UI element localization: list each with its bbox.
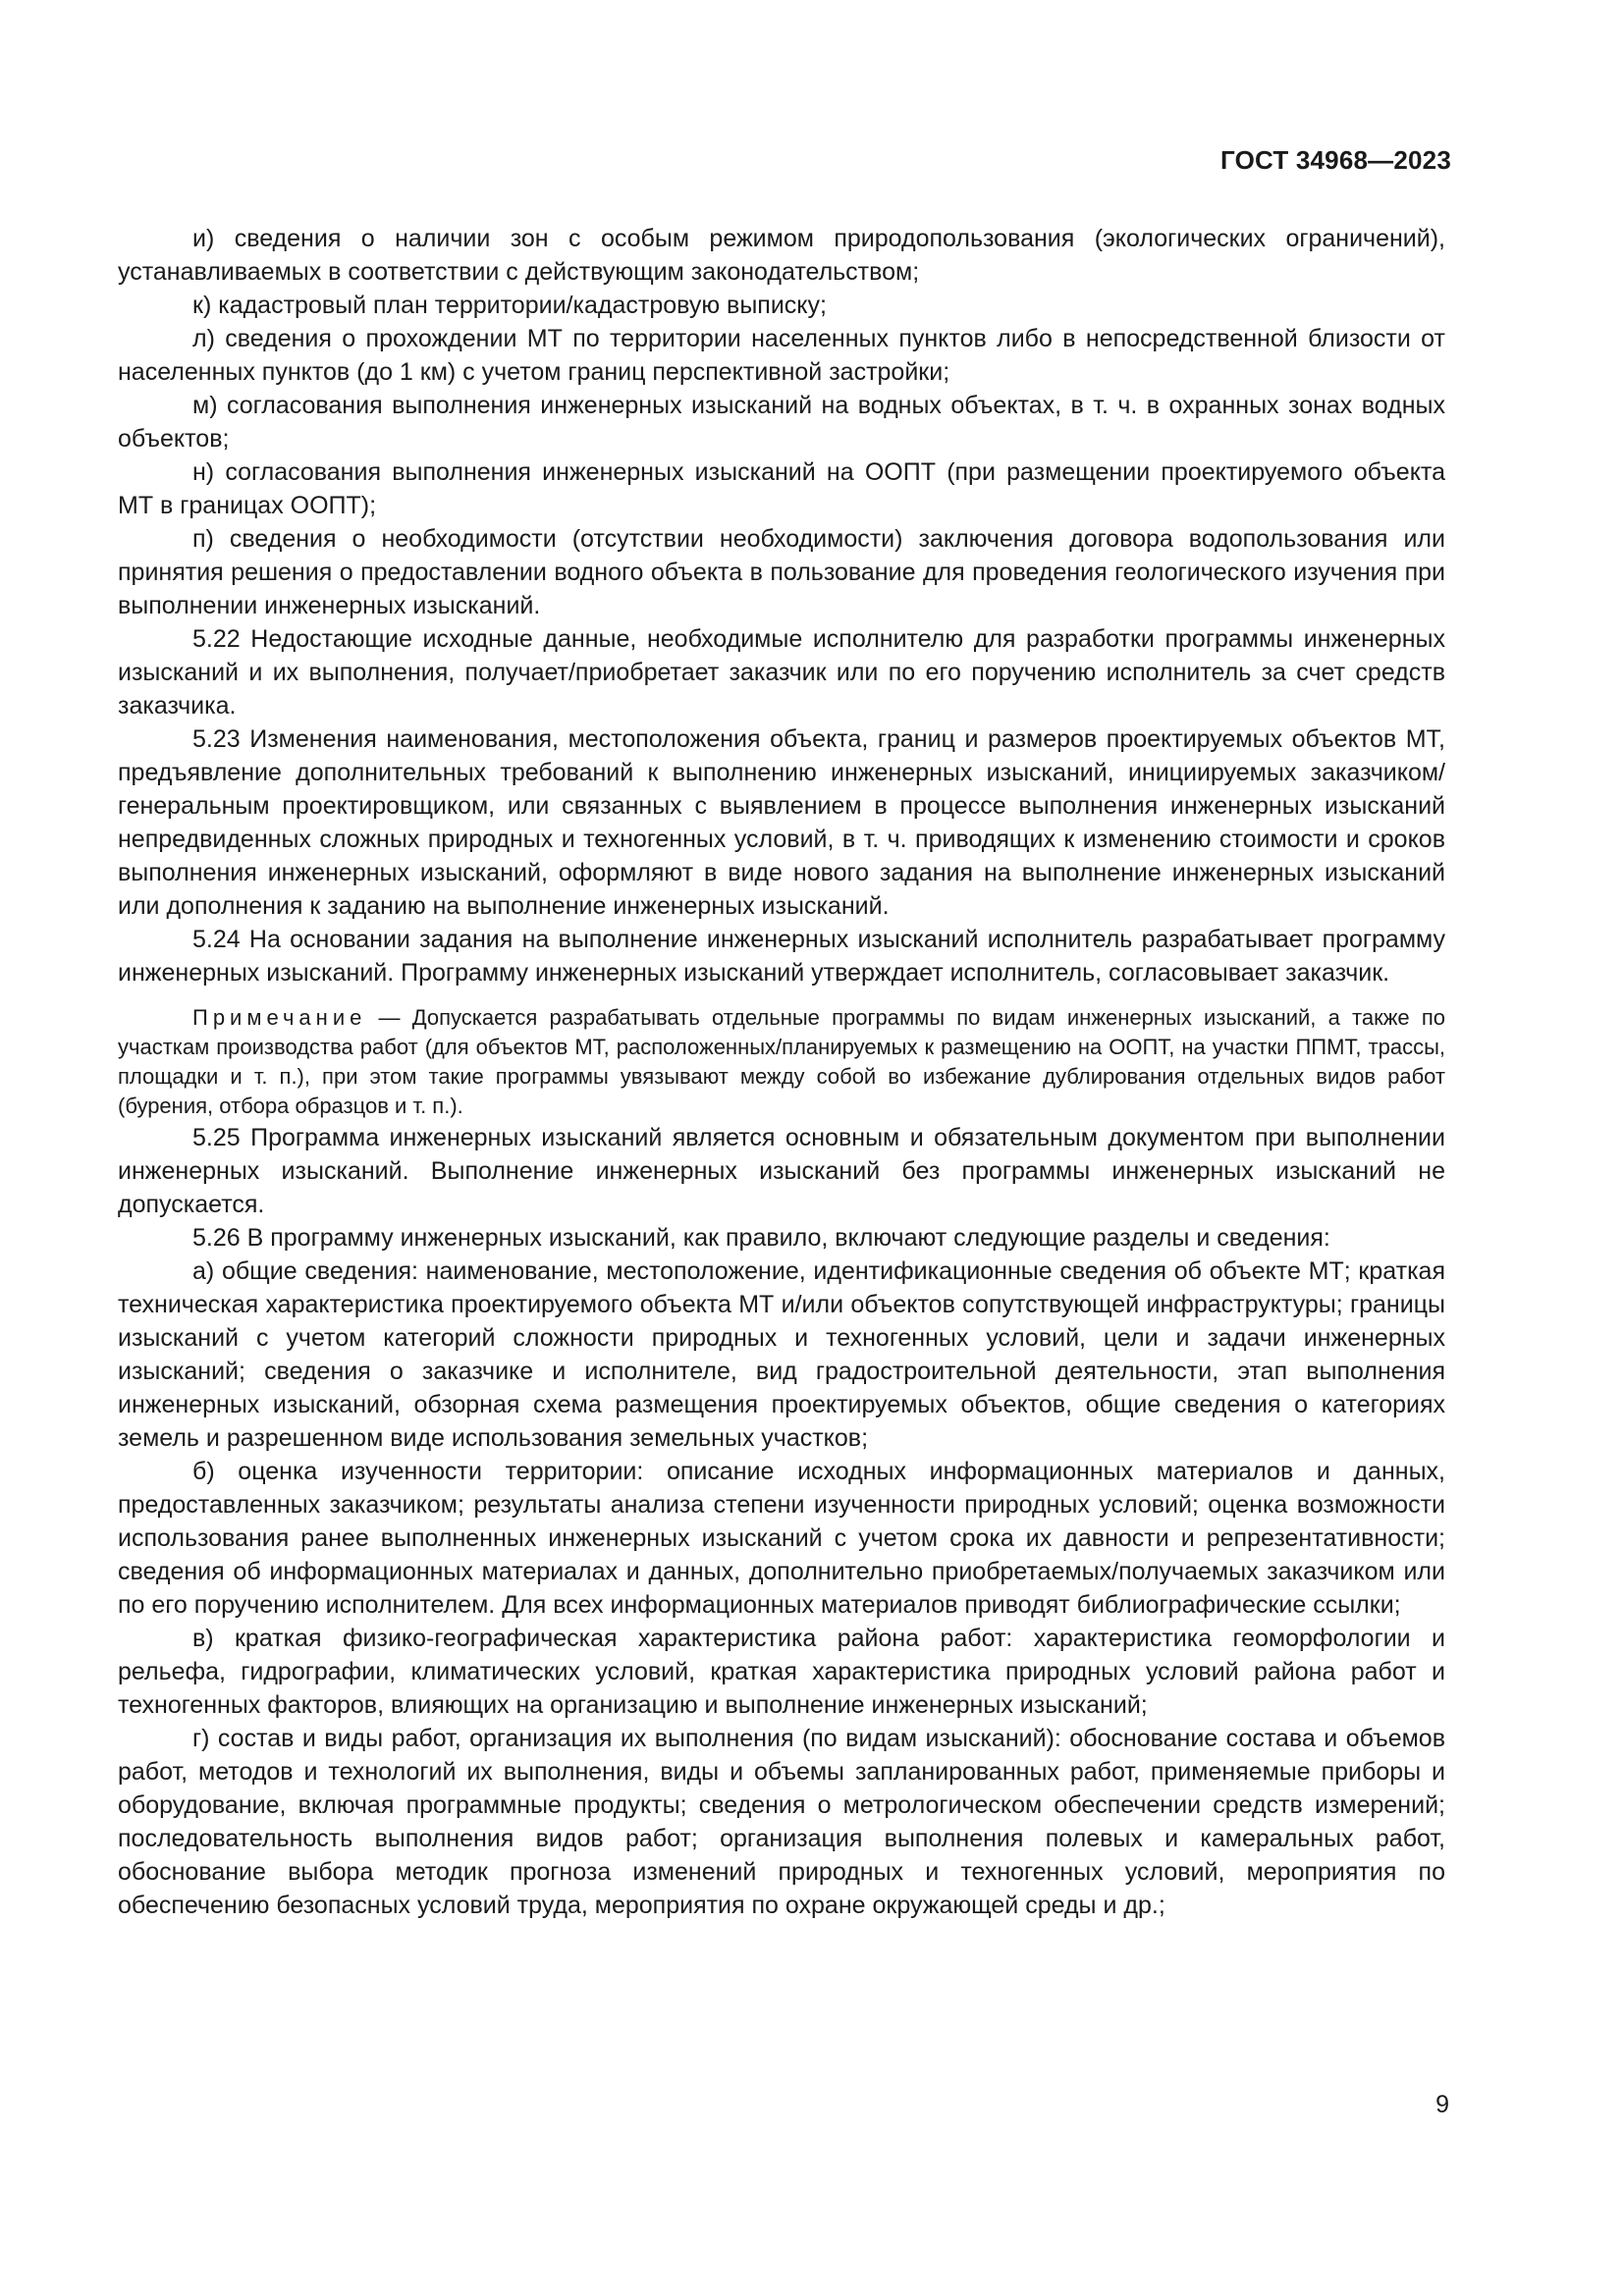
clause-5-22: 5.22 Недостающие исходные данные, необходимые исполнителю для разработки программы инженерных изысканий и их выполнения, получает/приобретает заказчик или по его поручению исполнитель за счет средств заказчика. [118,625,1445,720]
list-item-p: п) сведения о необходимости (отсутствии необходимости) заключения договора водопользования или принятия решения о предоставлении водного объекта в пользование для проведения геологического изучения при выполнении инженерных изысканий. [118,525,1445,619]
list-item-v: в) краткая физико-географическая характеристика района работ: характеристика геоморфологии и рельефа, гидрографии, климатических условий, краткая характеристика природных условий района работ и техногенных факторов, влияющих на организацию и выполнение инженерных изысканий; [118,1625,1445,1719]
note-label: Примечание [192,1005,367,1030]
list-item-k: к) кадастровый план территории/кадастровую выписку; [192,292,827,319]
document-body [118,222,1445,1922]
note [118,1003,1445,1121]
list-item-b: б) оценка изученности территории: описание исходных информационных материалов и данных, предоставленных заказчиком; результаты анализа степени изученности природных условий; оценка возможности использования ранее выполненных инженерных изысканий с учетом срока их давности и репрезентативности; сведения об информационных материалах и данных, дополнительно приобретаемых/получаемых заказчиком или по его поручению исполнителем. Для всех информационных материалов приводят библиографические ссылки; [118,1458,1445,1619]
document-number: ГОСТ 34968—2023 [1220,145,1451,175]
clause-5-26: 5.26 В программу инженерных изысканий, как правило, включают следующие разделы и сведения: [192,1224,1330,1252]
clause-5-24: 5.24 На основании задания на выполнение инженерных изысканий исполнитель разрабатывает программу инженерных изысканий. Программу инженерных изысканий утверждает исполнитель, согласовывает заказчик. [118,926,1445,987]
list-item-g: г) состав и виды работ, организация их выполнения (по видам изысканий): обоснование состава и объемов работ, методов и технологий их выполнения, виды и объемы запланированных работ, применяемые приборы и оборудование, включая программные продукты; сведения о метрологическом обеспечении средств измерений; последовательность выполнения видов работ; организация выполнения полевых и камеральных работ, обоснование выбора методик прогноза изменений природных и техногенных условий, мероприятия по обеспечению безопасных условий труда, мероприятия по охране окружающей среды и др.; [118,1725,1445,1919]
list-item-i: и) сведения о наличии зон с особым режимом природопользования (экологических ограничений), устанавливаемых в соответствии с действующим законодательством; [118,225,1445,286]
list-item-l: л) сведения о прохождении МТ по территории населенных пунктов либо в непосредственной близости от населенных пунктов (до 1 км) с учетом границ перспективной застройки; [118,325,1445,386]
clause-5-23: 5.23 Изменения наименования, местоположения объекта, границ и размеров проектируемых объектов МТ, предъявление дополнительных требований к выполнению инженерных изысканий, инициируемых заказчиком/генеральным проектировщиком, или связанных с выявлением в процессе выполнения инженерных изысканий непредвиденных сложных природных и техногенных условий, в т. ч. приводящих к изменению стоимости и сроков выполнения инженерных изысканий, оформляют в виде нового задания на выполнение инженерных изысканий или дополнения к заданию на выполнение инженерных изысканий. [118,725,1445,920]
list-item-n: н) согласования выполнения инженерных изысканий на ООПТ (при размещении проектируемого объекта МТ в границах ООПТ); [118,458,1445,519]
list-item-m: м) согласования выполнения инженерных изысканий на водных объектах, в т. ч. в охранных зонах водных объектов; [118,392,1445,453]
clause-5-25: 5.25 Программа инженерных изысканий является основным и обязательным документом при выполнении инженерных изысканий. Выполнение инженерных изысканий без программы инженерных изысканий не допускается. [118,1124,1445,1218]
note-text: — Допускается разрабатывать отдельные программы по видам инженерных изысканий, а также по участкам производства работ (для объектов МТ, расположенных/планируемых к размещению на ООПТ, на участки ППМТ, трассы, площадки и т. п.), при этом такие программы увязывают между собой во избежание дублирования отдельных видов работ (бурения, отбора образцов и т. п.). [118,1005,1445,1118]
list-item-a: а) общие сведения: наименование, местоположение, идентификационные сведения об объекте МТ; краткая техническая характеристика проектируемого объекта МТ и/или объектов сопутствующей инфраструктуры; границы изысканий с учетом категорий сложности природных и техногенных условий, цели и задачи инженерных изысканий; сведения о заказчике и исполнителе, вид градостроительной деятельности, этап выполнения инженерных изысканий, обзорная схема размещения проектируемых объектов, общие сведения о категориях земель и разрешенном виде использования земельных участков; [118,1257,1445,1452]
page-number: 9 [1435,2091,1449,2118]
